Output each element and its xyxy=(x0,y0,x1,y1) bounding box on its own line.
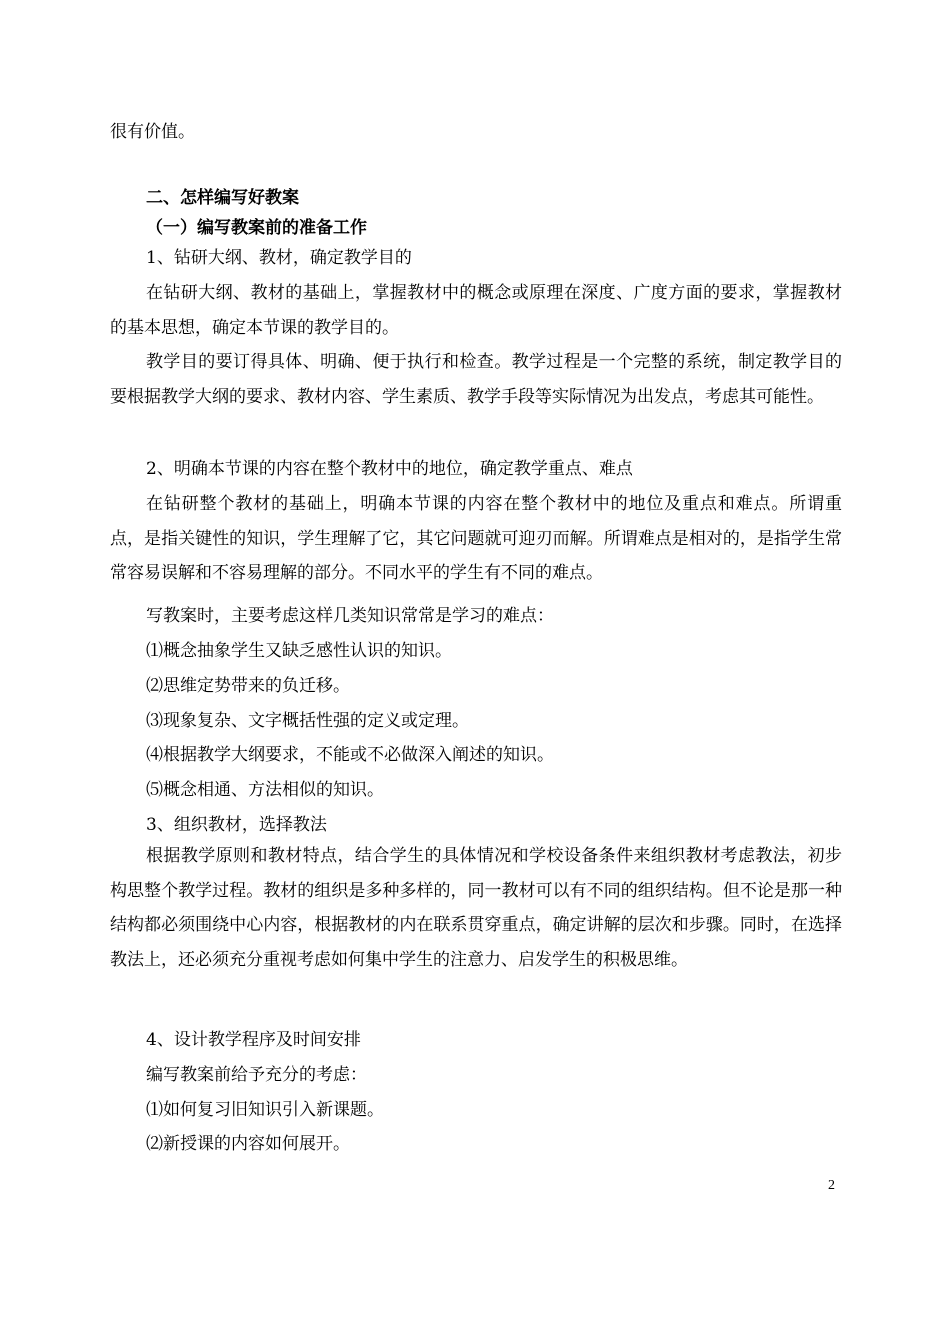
item-3-paragraph-1: 根据教学原则和教材特点，结合学生的具体情况和学校设备条件来组织教材考虑教法，初步构思整个教学过程。教材的组织是多种多样的，同一教材可以有不同的组织结构。但不论是那一种结构都必须围绕中心内容，根据教材的内在联系贯穿重点，确定讲解的层次和步骤。同时，在选择教法上，还必须充分重视考虑如何集中学生的注意力、启发学生的积极思维。 xyxy=(110,846,842,971)
difficulty-item-1: ⑴概念抽象学生又缺乏感性认识的知识。 xyxy=(146,641,452,661)
consideration-item-2: ⑵新授课的内容如何展开。 xyxy=(146,1134,350,1154)
item-2-paragraph-2: 写教案时，主要考虑这样几类知识常常是学习的难点： xyxy=(146,606,554,626)
item-2-title: 2、明确本节课的内容在整个教材中的地位，确定教学重点、难点 xyxy=(146,459,633,479)
item-1-title: 1、钻研大纲、教材，确定教学目的 xyxy=(146,248,412,268)
page-number: 2 xyxy=(828,1178,835,1193)
item-4-title: 4、设计教学程序及时间安排 xyxy=(146,1030,361,1050)
consideration-item-1: ⑴如何复习旧知识引入新课题。 xyxy=(146,1100,384,1120)
item-2-paragraph-1: 在钻研整个教材的基础上，明确本节课的内容在整个教材中的地位及重点和难点。所谓重点，是指关键性的知识，学生理解了它，其它问题就可迎刃而解。所谓难点是相对的，是指学生常常容易误解和不容易理解的部分。不同水平的学生有不同的难点。 xyxy=(110,494,842,584)
item-1-paragraph-2: 教学目的要订得具体、明确、便于执行和检查。教学过程是一个完整的系统，制定教学目的要根据教学大纲的要求、教材内容、学生素质、教学手段等实际情况为出发点，考虑其可能性。 xyxy=(110,352,842,407)
item-3-title: 3、组织教材，选择教法 xyxy=(146,815,327,835)
item-4-paragraph-1: 编写教案前给予充分的考虑： xyxy=(146,1065,367,1085)
item-1-paragraph-1: 在钻研大纲、教材的基础上，掌握教材中的概念或原理在深度、广度方面的要求，掌握教材的基本思想，确定本节课的教学目的。 xyxy=(110,283,842,338)
section-title: 二、怎样编写好教案 xyxy=(146,188,299,208)
difficulty-item-5: ⑸概念相通、方法相似的知识。 xyxy=(146,780,384,800)
subsection-title: （一）编写教案前的准备工作 xyxy=(146,218,367,238)
difficulty-item-4: ⑷根据教学大纲要求，不能或不必做深入阐述的知识。 xyxy=(146,745,554,765)
opening-fragment: 很有价值。 xyxy=(110,122,195,142)
difficulty-item-2: ⑵思维定势带来的负迁移。 xyxy=(146,676,350,696)
difficulty-item-3: ⑶现象复杂、文字概括性强的定义或定理。 xyxy=(146,711,469,731)
